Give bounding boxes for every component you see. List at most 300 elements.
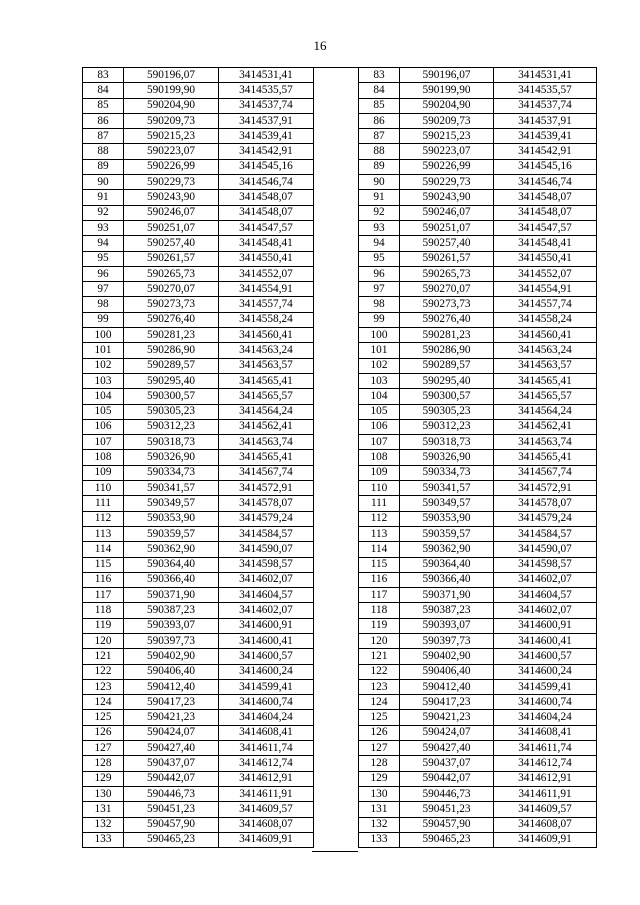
y-coordinate-cell: 3414612,91: [219, 771, 314, 786]
table-row: [83, 786, 314, 801]
y-coordinate-cell: 3414604,57: [494, 588, 597, 603]
table-row: [359, 679, 597, 694]
x-coordinate-cell: 590204,90: [124, 98, 219, 113]
y-coordinate-cell: 3414599,41: [494, 679, 597, 694]
table-row: [359, 817, 597, 832]
table-row: [359, 404, 597, 419]
point-number-cell: 107: [83, 435, 124, 450]
table-row: [359, 282, 597, 297]
x-coordinate-cell: 590273,73: [400, 297, 494, 312]
table-row: [83, 266, 314, 281]
x-coordinate-cell: 590349,57: [400, 496, 494, 511]
y-coordinate-cell: 3414539,41: [219, 129, 314, 144]
table-row: [359, 481, 597, 496]
point-number-cell: 132: [83, 817, 124, 832]
y-coordinate-cell: 3414563,74: [219, 435, 314, 450]
table-row: [83, 404, 314, 419]
point-number-cell: 122: [83, 664, 124, 679]
x-coordinate-cell: 590465,23: [124, 832, 219, 847]
coordinates-tables: [82, 67, 595, 852]
x-coordinate-cell: 590196,07: [400, 68, 494, 83]
x-coordinate-cell: 590289,57: [400, 358, 494, 373]
point-number-cell: 128: [359, 756, 400, 771]
table-row: [359, 251, 597, 266]
y-coordinate-cell: 3414560,41: [494, 328, 597, 343]
y-coordinate-cell: 3414558,24: [219, 312, 314, 327]
point-number-cell: 132: [359, 817, 400, 832]
x-coordinate-cell: 590364,40: [124, 557, 219, 572]
table-row: [359, 725, 597, 740]
x-coordinate-cell: 590406,40: [400, 664, 494, 679]
table-row: [83, 450, 314, 465]
table-row: [83, 496, 314, 511]
point-number-cell: 114: [359, 542, 400, 557]
y-coordinate-cell: 3414602,07: [219, 603, 314, 618]
table-row: [359, 695, 597, 710]
table-row: [359, 710, 597, 725]
y-coordinate-cell: 3414557,74: [494, 297, 597, 312]
y-coordinate-cell: 3414531,41: [494, 68, 597, 83]
y-coordinate-cell: 3414602,07: [494, 603, 597, 618]
coordinates-table-right: [358, 67, 597, 848]
point-number-cell: 124: [83, 695, 124, 710]
coordinates-table-left: [82, 67, 314, 848]
table-row: [359, 588, 597, 603]
point-number-cell: 84: [359, 83, 400, 98]
table-row: [359, 129, 597, 144]
y-coordinate-cell: 3414542,91: [494, 144, 597, 159]
x-coordinate-cell: 590281,23: [400, 328, 494, 343]
point-number-cell: 95: [83, 251, 124, 266]
y-coordinate-cell: 3414548,07: [219, 205, 314, 220]
y-coordinate-cell: 3414545,16: [219, 159, 314, 174]
x-coordinate-cell: 590421,23: [124, 710, 219, 725]
point-number-cell: 118: [83, 603, 124, 618]
table-row: [359, 557, 597, 572]
table-row: [83, 588, 314, 603]
x-coordinate-cell: 590265,73: [124, 266, 219, 281]
x-coordinate-cell: 590402,90: [124, 649, 219, 664]
x-coordinate-cell: 590412,40: [124, 679, 219, 694]
y-coordinate-cell: 3414604,57: [219, 588, 314, 603]
x-coordinate-cell: 590199,90: [124, 83, 219, 98]
y-coordinate-cell: 3414565,57: [494, 389, 597, 404]
point-number-cell: 129: [359, 771, 400, 786]
point-number-cell: 99: [359, 312, 400, 327]
point-number-cell: 97: [359, 282, 400, 297]
point-number-cell: 93: [83, 220, 124, 235]
table-row: [359, 786, 597, 801]
x-coordinate-cell: 590359,57: [400, 526, 494, 541]
x-coordinate-cell: 590424,07: [124, 725, 219, 740]
point-number-cell: 120: [359, 633, 400, 648]
table-row: [83, 282, 314, 297]
x-coordinate-cell: 590261,57: [400, 251, 494, 266]
x-coordinate-cell: 590341,57: [400, 481, 494, 496]
point-number-cell: 119: [83, 618, 124, 633]
table-row: [83, 572, 314, 587]
x-coordinate-cell: 590349,57: [124, 496, 219, 511]
x-coordinate-cell: 590295,40: [124, 373, 219, 388]
point-number-cell: 107: [359, 435, 400, 450]
table-row: [359, 389, 597, 404]
table-row: [83, 542, 314, 557]
x-coordinate-cell: 590362,90: [400, 542, 494, 557]
x-coordinate-cell: 590397,73: [400, 633, 494, 648]
point-number-cell: 101: [359, 343, 400, 358]
table-row: [359, 144, 597, 159]
point-number-cell: 86: [83, 113, 124, 128]
x-coordinate-cell: 590209,73: [124, 113, 219, 128]
y-coordinate-cell: 3414572,91: [219, 481, 314, 496]
table-row: [359, 236, 597, 251]
point-number-cell: 118: [359, 603, 400, 618]
y-coordinate-cell: 3414600,57: [494, 649, 597, 664]
x-coordinate-cell: 590251,07: [124, 220, 219, 235]
table-row: [83, 113, 314, 128]
table-row: [359, 373, 597, 388]
x-coordinate-cell: 590209,73: [400, 113, 494, 128]
x-coordinate-cell: 590427,40: [124, 741, 219, 756]
x-coordinate-cell: 590353,90: [400, 511, 494, 526]
table-row: [83, 771, 314, 786]
point-number-cell: 123: [83, 679, 124, 694]
y-coordinate-cell: 3414567,74: [494, 465, 597, 480]
table-row: [359, 190, 597, 205]
table-row: [83, 679, 314, 694]
table-row: [359, 496, 597, 511]
point-number-cell: 131: [359, 802, 400, 817]
x-coordinate-cell: 590257,40: [124, 236, 219, 251]
point-number-cell: 117: [359, 588, 400, 603]
x-coordinate-cell: 590305,23: [124, 404, 219, 419]
table-row: [359, 649, 597, 664]
table-row: [83, 725, 314, 740]
point-number-cell: 94: [359, 236, 400, 251]
y-coordinate-cell: 3414578,07: [219, 496, 314, 511]
point-number-cell: 126: [83, 725, 124, 740]
x-coordinate-cell: 590326,90: [124, 450, 219, 465]
x-coordinate-cell: 590424,07: [400, 725, 494, 740]
y-coordinate-cell: 3414546,74: [219, 175, 314, 190]
point-number-cell: 125: [359, 710, 400, 725]
x-coordinate-cell: 590451,23: [400, 802, 494, 817]
x-coordinate-cell: 590353,90: [124, 511, 219, 526]
x-coordinate-cell: 590265,73: [400, 266, 494, 281]
x-coordinate-cell: 590387,23: [400, 603, 494, 618]
y-coordinate-cell: 3414611,74: [494, 741, 597, 756]
y-coordinate-cell: 3414537,74: [494, 98, 597, 113]
table-row: [83, 618, 314, 633]
y-coordinate-cell: 3414611,91: [219, 786, 314, 801]
y-coordinate-cell: 3414537,74: [219, 98, 314, 113]
table-row: [359, 771, 597, 786]
x-coordinate-cell: 590341,57: [124, 481, 219, 496]
point-number-cell: 116: [359, 572, 400, 587]
x-coordinate-cell: 590199,90: [400, 83, 494, 98]
y-coordinate-cell: 3414535,57: [219, 83, 314, 98]
y-coordinate-cell: 3414598,57: [494, 557, 597, 572]
table-row: [359, 603, 597, 618]
point-number-cell: 102: [359, 358, 400, 373]
y-coordinate-cell: 3414565,41: [494, 450, 597, 465]
x-coordinate-cell: 590393,07: [124, 618, 219, 633]
table-row: [359, 756, 597, 771]
table-row: [83, 68, 314, 83]
point-number-cell: 89: [83, 159, 124, 174]
point-number-cell: 98: [359, 297, 400, 312]
point-number-cell: 110: [359, 481, 400, 496]
table-row: [83, 802, 314, 817]
y-coordinate-cell: 3414600,24: [219, 664, 314, 679]
table-row: [359, 220, 597, 235]
table-row: [83, 526, 314, 541]
point-number-cell: 124: [359, 695, 400, 710]
table-row: [83, 557, 314, 572]
x-coordinate-cell: 590437,07: [124, 756, 219, 771]
x-coordinate-cell: 590312,23: [124, 419, 219, 434]
point-number-cell: 84: [83, 83, 124, 98]
page-number: 16: [313, 38, 327, 53]
y-coordinate-cell: 3414599,41: [219, 679, 314, 694]
table-row: [83, 343, 314, 358]
point-number-cell: 103: [83, 373, 124, 388]
x-coordinate-cell: 590246,07: [400, 205, 494, 220]
y-coordinate-cell: 3414548,07: [219, 190, 314, 205]
x-coordinate-cell: 590300,57: [400, 389, 494, 404]
point-number-cell: 98: [83, 297, 124, 312]
y-coordinate-cell: 3414609,91: [494, 832, 597, 847]
y-coordinate-cell: 3414535,57: [494, 83, 597, 98]
point-number-cell: 113: [359, 526, 400, 541]
table-row: [83, 144, 314, 159]
y-coordinate-cell: 3414611,74: [219, 741, 314, 756]
point-number-cell: 99: [83, 312, 124, 327]
y-coordinate-cell: 3414558,24: [494, 312, 597, 327]
x-coordinate-cell: 590465,23: [400, 832, 494, 847]
point-number-cell: 112: [359, 511, 400, 526]
y-coordinate-cell: 3414608,07: [494, 817, 597, 832]
x-coordinate-cell: 590366,40: [124, 572, 219, 587]
y-coordinate-cell: 3414584,57: [494, 526, 597, 541]
table-row: [359, 297, 597, 312]
x-coordinate-cell: 590215,23: [124, 129, 219, 144]
point-number-cell: 90: [83, 175, 124, 190]
y-coordinate-cell: 3414563,24: [494, 343, 597, 358]
table-row: [83, 481, 314, 496]
x-coordinate-cell: 590251,07: [400, 220, 494, 235]
x-coordinate-cell: 590281,23: [124, 328, 219, 343]
table-row: [83, 175, 314, 190]
point-number-cell: 87: [83, 129, 124, 144]
y-coordinate-cell: 3414612,74: [219, 756, 314, 771]
point-number-cell: 119: [359, 618, 400, 633]
table-row: [83, 511, 314, 526]
table-row: [359, 419, 597, 434]
x-coordinate-cell: 590417,23: [124, 695, 219, 710]
y-coordinate-cell: 3414537,91: [219, 113, 314, 128]
point-number-cell: 105: [83, 404, 124, 419]
x-coordinate-cell: 590371,90: [400, 588, 494, 603]
table-row: [359, 618, 597, 633]
y-coordinate-cell: 3414600,74: [219, 695, 314, 710]
point-number-cell: 127: [83, 741, 124, 756]
point-number-cell: 104: [83, 389, 124, 404]
table-row: [359, 328, 597, 343]
x-coordinate-cell: 590417,23: [400, 695, 494, 710]
y-coordinate-cell: 3414554,91: [494, 282, 597, 297]
point-number-cell: 130: [83, 786, 124, 801]
x-coordinate-cell: 590457,90: [124, 817, 219, 832]
table-row: [83, 817, 314, 832]
point-number-cell: 121: [359, 649, 400, 664]
y-coordinate-cell: 3414537,91: [494, 113, 597, 128]
point-number-cell: 114: [83, 542, 124, 557]
x-coordinate-cell: 590300,57: [124, 389, 219, 404]
y-coordinate-cell: 3414545,16: [494, 159, 597, 174]
y-coordinate-cell: 3414600,41: [494, 633, 597, 648]
point-number-cell: 91: [83, 190, 124, 205]
y-coordinate-cell: 3414563,57: [219, 358, 314, 373]
table-row: [83, 236, 314, 251]
point-number-cell: 113: [83, 526, 124, 541]
point-number-cell: 115: [83, 557, 124, 572]
y-coordinate-cell: 3414612,91: [494, 771, 597, 786]
y-coordinate-cell: 3414563,57: [494, 358, 597, 373]
y-coordinate-cell: 3414546,74: [494, 175, 597, 190]
table-row: [83, 159, 314, 174]
table-row: [83, 603, 314, 618]
y-coordinate-cell: 3414565,57: [219, 389, 314, 404]
y-coordinate-cell: 3414602,07: [219, 572, 314, 587]
y-coordinate-cell: 3414608,41: [494, 725, 597, 740]
y-coordinate-cell: 3414600,74: [494, 695, 597, 710]
y-coordinate-cell: 3414565,41: [494, 373, 597, 388]
y-coordinate-cell: 3414550,41: [219, 251, 314, 266]
point-number-cell: 122: [359, 664, 400, 679]
y-coordinate-cell: 3414562,41: [494, 419, 597, 434]
table-row: [83, 649, 314, 664]
table-row: [83, 465, 314, 480]
point-number-cell: 126: [359, 725, 400, 740]
y-coordinate-cell: 3414609,57: [219, 802, 314, 817]
point-number-cell: 95: [359, 251, 400, 266]
point-number-cell: 83: [83, 68, 124, 83]
table-row: [359, 358, 597, 373]
x-coordinate-cell: 590215,23: [400, 129, 494, 144]
point-number-cell: 89: [359, 159, 400, 174]
point-number-cell: 127: [359, 741, 400, 756]
point-number-cell: 120: [83, 633, 124, 648]
point-number-cell: 116: [83, 572, 124, 587]
point-number-cell: 94: [83, 236, 124, 251]
x-coordinate-cell: 590246,07: [124, 205, 219, 220]
table-row: [83, 435, 314, 450]
x-coordinate-cell: 590261,57: [124, 251, 219, 266]
table-row: [359, 526, 597, 541]
point-number-cell: 133: [359, 832, 400, 847]
x-coordinate-cell: 590437,07: [400, 756, 494, 771]
y-coordinate-cell: 3414584,57: [219, 526, 314, 541]
y-coordinate-cell: 3414604,24: [494, 710, 597, 725]
y-coordinate-cell: 3414602,07: [494, 572, 597, 587]
x-coordinate-cell: 590229,73: [400, 175, 494, 190]
table-row: [359, 664, 597, 679]
y-coordinate-cell: 3414590,07: [494, 542, 597, 557]
table-row: [83, 664, 314, 679]
x-coordinate-cell: 590334,73: [400, 465, 494, 480]
point-number-cell: 100: [83, 328, 124, 343]
table-row: [83, 328, 314, 343]
y-coordinate-cell: 3414579,24: [219, 511, 314, 526]
y-coordinate-cell: 3414539,41: [494, 129, 597, 144]
x-coordinate-cell: 590243,90: [124, 190, 219, 205]
point-number-cell: 91: [359, 190, 400, 205]
point-number-cell: 110: [83, 481, 124, 496]
y-coordinate-cell: 3414562,41: [219, 419, 314, 434]
point-number-cell: 108: [359, 450, 400, 465]
y-coordinate-cell: 3414578,07: [494, 496, 597, 511]
x-coordinate-cell: 590270,07: [400, 282, 494, 297]
x-coordinate-cell: 590257,40: [400, 236, 494, 251]
table-gap: [312, 67, 358, 852]
x-coordinate-cell: 590243,90: [400, 190, 494, 205]
point-number-cell: 87: [359, 129, 400, 144]
table-row: [359, 511, 597, 526]
y-coordinate-cell: 3414608,07: [219, 817, 314, 832]
x-coordinate-cell: 590289,57: [124, 358, 219, 373]
x-coordinate-cell: 590286,90: [400, 343, 494, 358]
table-row: [83, 358, 314, 373]
table-row: [359, 312, 597, 327]
y-coordinate-cell: 3414552,07: [219, 266, 314, 281]
table-row: [359, 465, 597, 480]
point-number-cell: 133: [83, 832, 124, 847]
table-row: [359, 542, 597, 557]
y-coordinate-cell: 3414600,57: [219, 649, 314, 664]
table-row: [83, 251, 314, 266]
y-coordinate-cell: 3414611,91: [494, 786, 597, 801]
table-row: [359, 633, 597, 648]
table-row: [359, 741, 597, 756]
table-row: [83, 312, 314, 327]
point-number-cell: 92: [359, 205, 400, 220]
x-coordinate-cell: 590402,90: [400, 649, 494, 664]
point-number-cell: 93: [359, 220, 400, 235]
point-number-cell: 100: [359, 328, 400, 343]
x-coordinate-cell: 590421,23: [400, 710, 494, 725]
x-coordinate-cell: 590270,07: [124, 282, 219, 297]
y-coordinate-cell: 3414564,24: [219, 404, 314, 419]
x-coordinate-cell: 590393,07: [400, 618, 494, 633]
point-number-cell: 88: [83, 144, 124, 159]
x-coordinate-cell: 590273,73: [124, 297, 219, 312]
point-number-cell: 121: [83, 649, 124, 664]
y-coordinate-cell: 3414550,41: [494, 251, 597, 266]
x-coordinate-cell: 590387,23: [124, 603, 219, 618]
y-coordinate-cell: 3414612,74: [494, 756, 597, 771]
point-number-cell: 130: [359, 786, 400, 801]
x-coordinate-cell: 590318,73: [124, 435, 219, 450]
x-coordinate-cell: 590457,90: [400, 817, 494, 832]
point-number-cell: 117: [83, 588, 124, 603]
y-coordinate-cell: 3414590,07: [219, 542, 314, 557]
x-coordinate-cell: 590196,07: [124, 68, 219, 83]
point-number-cell: 85: [359, 98, 400, 113]
y-coordinate-cell: 3414565,41: [219, 450, 314, 465]
y-coordinate-cell: 3414567,74: [219, 465, 314, 480]
x-coordinate-cell: 590223,07: [124, 144, 219, 159]
